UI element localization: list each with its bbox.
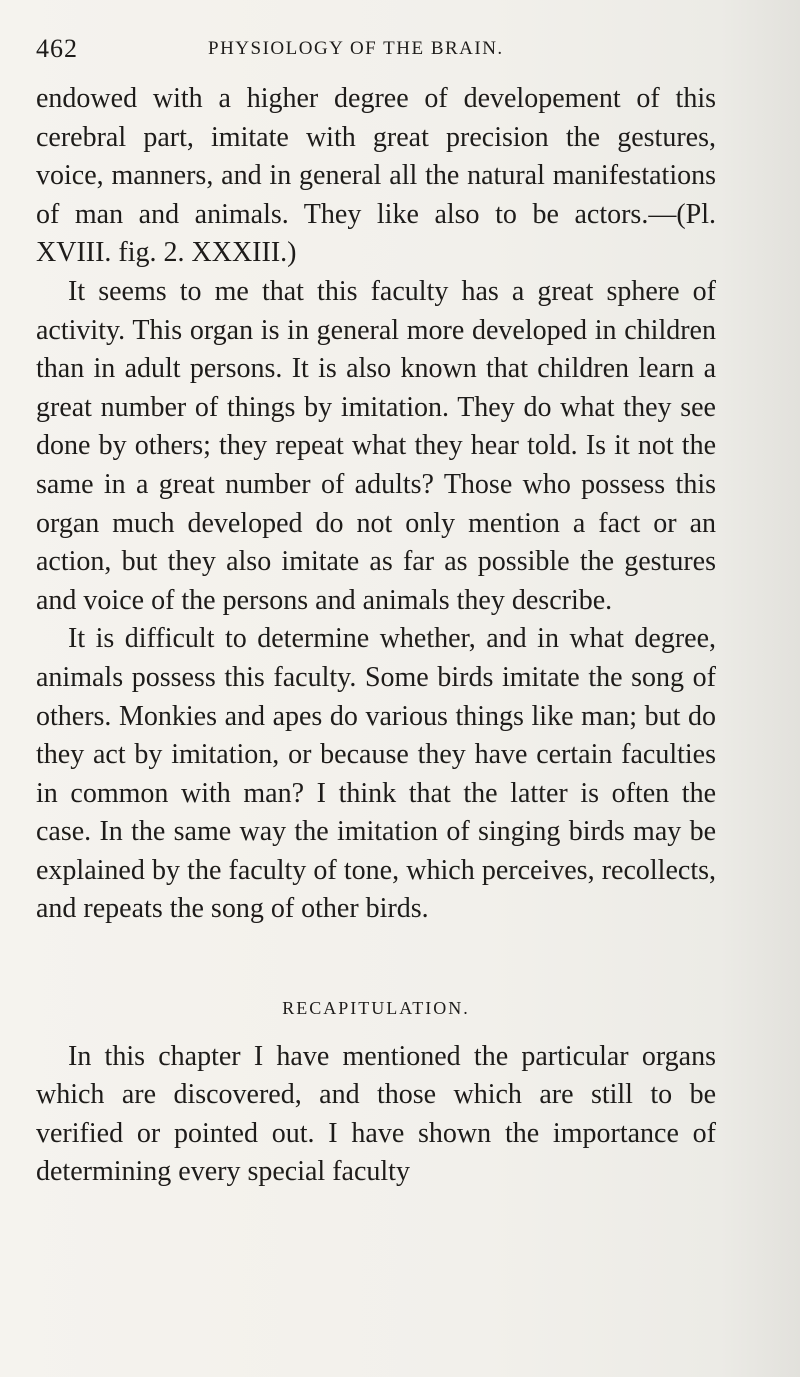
page-header: [36, 34, 716, 64]
running-head: PHYSIOLOGY OF THE BRAIN.: [208, 38, 504, 59]
section-heading: RECAPITULATION.: [282, 998, 470, 1019]
paragraph-animals-imitation: It is difficult to determine whether, and in what degree, animals possess this faculty. Some birds imitate the song of others. Monkies and apes do various things like man; but do they act by imitation, or because they have certain faculties in common with man? I think that the latter is often the case. In the same way the imitation of singing birds may be explained by the faculty of tone, which perceives, recollects, and repeats the song of other birds.: [36, 623, 716, 925]
paragraph-recapitulation: In this chapter I have mentioned the particular organs which are discovered, and those which are still to be verified or pointed out. I have shown the importance of determining every special faculty: [36, 1040, 716, 1188]
paragraph-faculty-activity: It seems to me that this faculty has a great sphere of activity. This organ is in general more developed in children than in adult persons. It is also known that children learn a great number of things by imitation. They do what they see done by others; they repeat what they hear told. Is it not the same in a great number of adults? Those who possess this organ much developed do not only mention a fact or an action, but they also imitate as far as possible the gestures and voice of the persons and animals they describe.: [36, 275, 716, 616]
body-text: [36, 80, 716, 1192]
page-number: 462: [36, 34, 78, 63]
paragraph-continuation: endowed with a higher degree of developement of this cerebral part, imitate with great precision the gestures, voice, manners, and in general all the natural manifestations of man and animals. They like also to be actors.—(Pl. XVIII. fig. 2. XXXIII.): [36, 83, 716, 269]
